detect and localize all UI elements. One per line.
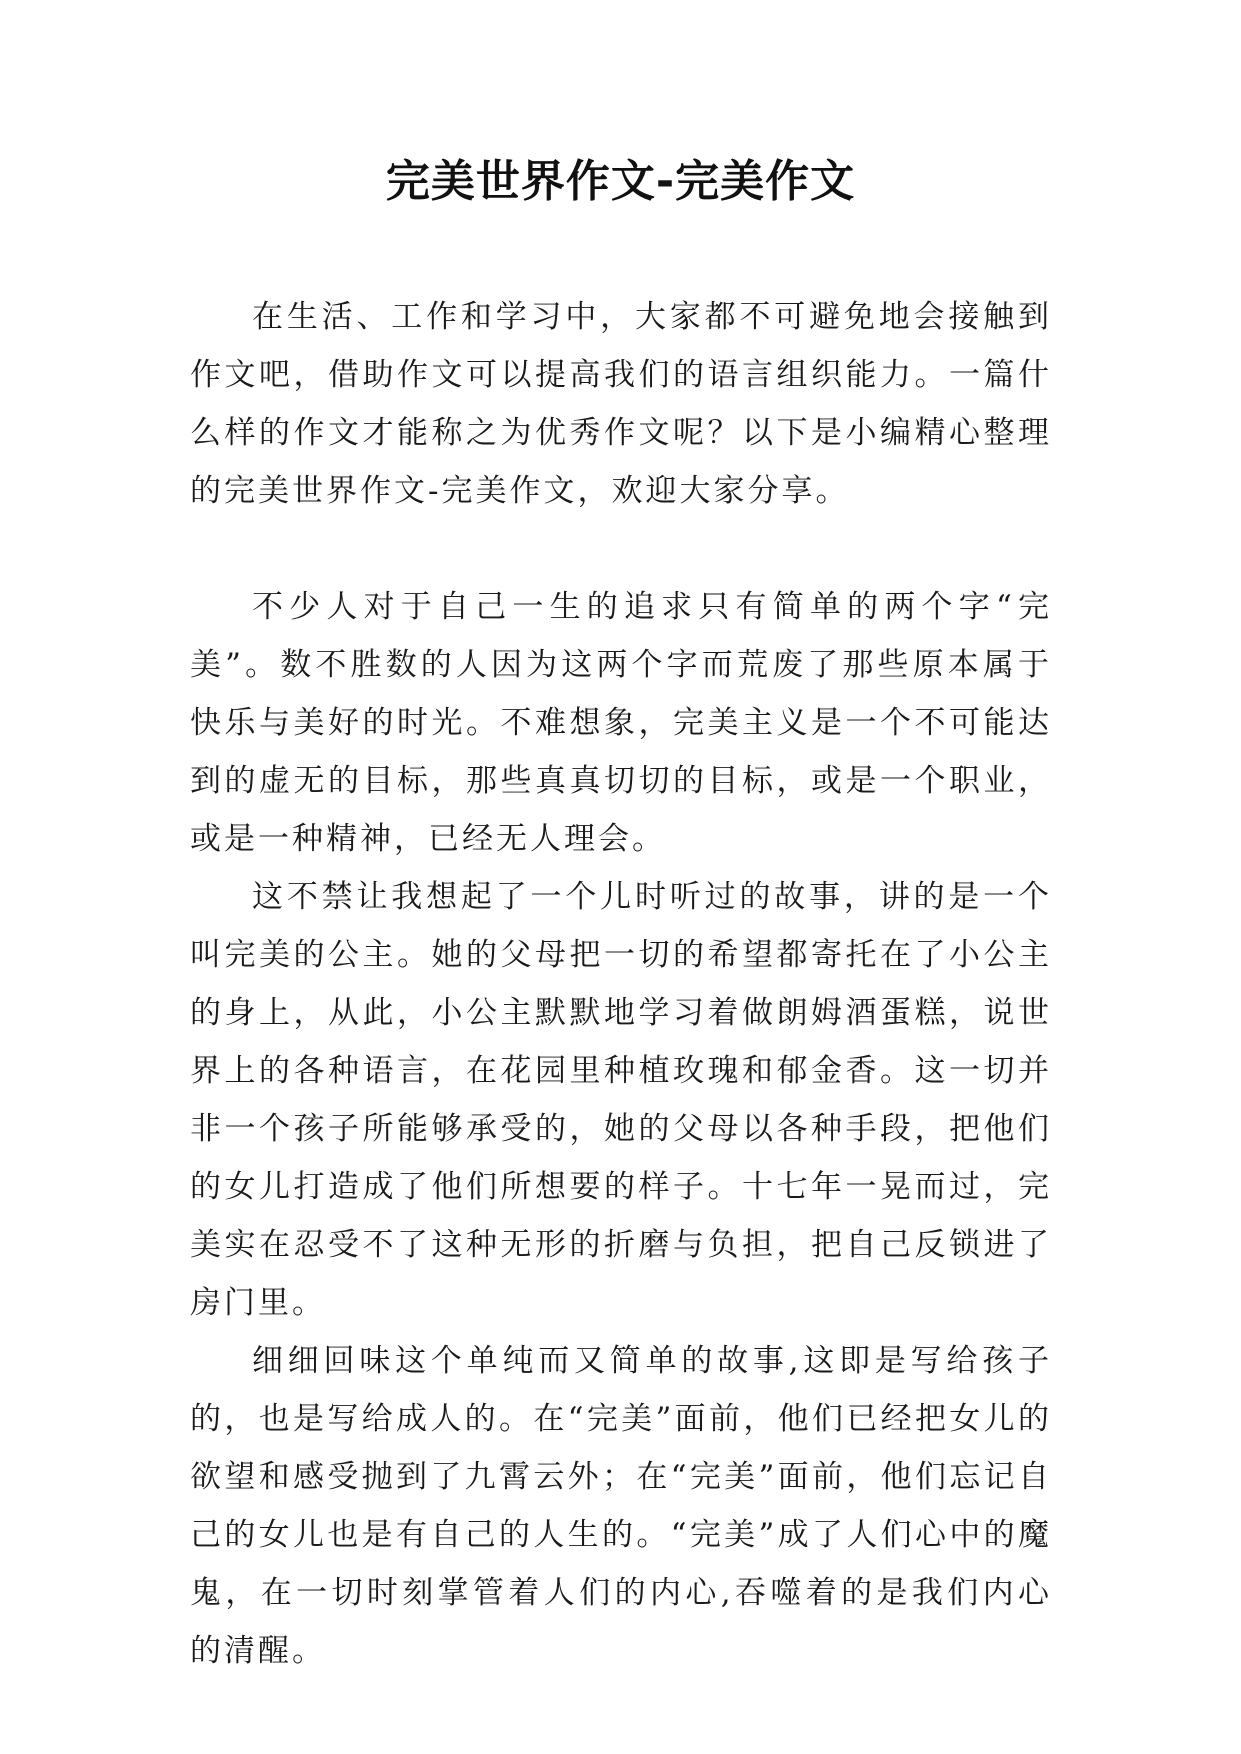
body-paragraph: 这不禁让我想起了一个儿时听过的故事，讲的是一个叫完美的公主。她的父母把一切的希望都寄托在了小公主的身上，从此，小公主默默地学习着做朗姆酒蛋糕，说世界上的各种语言，在花园里种植玫瑰和郁金香。这一切并非一个孩子所能够承受的，她的父母以各种手段，把他们的女儿打造成了他们所想要的样子。十七年一晃而过，完美实在忍受不了这种无形的折磨与负担，把自己反锁进了房门里。 xyxy=(190,879,1052,1321)
body-paragraph: 不少人对于自己一生的追求只有简单的两个字“完美”。数不胜数的人因为这两个字而荒废了那些原本属于快乐与美好的时光。不难想象，完美主义是一个不可能达到的虚无的目标，那些真真切切的目标，或是一个职业，或是一种精神，已经无人理会。 xyxy=(190,589,1052,857)
document-title: 完美世界作文-完美作文 xyxy=(385,156,856,207)
document-body xyxy=(190,288,1052,1680)
body-paragraph: 细细回味这个单纯而又简单的故事,这即是写给孩子的，也是写给成人的。在“完美”面前，他们已经把女儿的欲望和感受抛到了九霄云外；在“完美”面前，他们忘记自己的女儿也是有自己的人生的。“完美”成了人们心中的魔鬼，在一切时刻掌管着人们的内心,吞噬着的是我们内心的清醒。 xyxy=(190,1343,1052,1669)
intro-paragraph: 在生活、工作和学习中，大家都不可避免地会接触到作文吧，借助作文可以提高我们的语言组织能力。一篇什么样的作文才能称之为优秀作文呢？以下是小编精心整理的完美世界作文-完美作文，欢迎大家分享。 xyxy=(190,299,1052,509)
